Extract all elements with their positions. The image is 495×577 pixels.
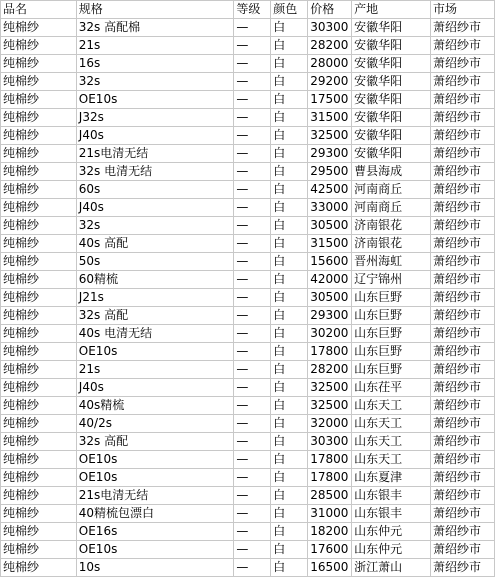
table-row bbox=[1, 19, 495, 37]
color-cell: 白 bbox=[271, 325, 308, 343]
table-row bbox=[1, 37, 495, 55]
color-cell: 白 bbox=[271, 451, 308, 469]
price-cell: 42000 bbox=[308, 271, 352, 289]
spec-cell: OE10s bbox=[76, 469, 234, 487]
grade-cell: — bbox=[234, 415, 271, 433]
origin-cell: 安徽华阳 bbox=[352, 19, 431, 37]
col-header-grade: 等级 bbox=[234, 1, 271, 19]
origin-cell: 辽宁锦州 bbox=[352, 271, 431, 289]
origin-cell: 山东天工 bbox=[352, 415, 431, 433]
table-row bbox=[1, 289, 495, 307]
market-cell: 萧绍纱市 bbox=[431, 271, 495, 289]
market-cell: 萧绍纱市 bbox=[431, 523, 495, 541]
origin-cell: 安徽华阳 bbox=[352, 109, 431, 127]
grade-cell: — bbox=[234, 361, 271, 379]
grade-cell: — bbox=[234, 127, 271, 145]
spec-cell: OE10s bbox=[76, 541, 234, 559]
color-cell: 白 bbox=[271, 307, 308, 325]
product-name-cell: 纯棉纱 bbox=[1, 469, 77, 487]
grade-cell: — bbox=[234, 91, 271, 109]
price-cell: 28500 bbox=[308, 487, 352, 505]
table-row bbox=[1, 379, 495, 397]
origin-cell: 河南商丘 bbox=[352, 199, 431, 217]
origin-cell: 山东夏津 bbox=[352, 469, 431, 487]
product-name-cell: 纯棉纱 bbox=[1, 451, 77, 469]
color-cell: 白 bbox=[271, 505, 308, 523]
table-row bbox=[1, 55, 495, 73]
price-cell: 17800 bbox=[308, 469, 352, 487]
market-cell: 萧绍纱市 bbox=[431, 145, 495, 163]
market-cell: 萧绍纱市 bbox=[431, 55, 495, 73]
origin-cell: 山东银丰 bbox=[352, 487, 431, 505]
price-cell: 31500 bbox=[308, 109, 352, 127]
color-cell: 白 bbox=[271, 145, 308, 163]
table-row bbox=[1, 163, 495, 181]
grade-cell: — bbox=[234, 487, 271, 505]
origin-cell: 山东巨野 bbox=[352, 307, 431, 325]
product-name-cell: 纯棉纱 bbox=[1, 145, 77, 163]
price-cell: 28200 bbox=[308, 37, 352, 55]
grade-cell: — bbox=[234, 469, 271, 487]
product-name-cell: 纯棉纱 bbox=[1, 55, 77, 73]
grade-cell: — bbox=[234, 433, 271, 451]
price-cell: 29200 bbox=[308, 73, 352, 91]
product-name-cell: 纯棉纱 bbox=[1, 415, 77, 433]
spec-cell: OE16s bbox=[76, 523, 234, 541]
table-row bbox=[1, 181, 495, 199]
product-name-cell: 纯棉纱 bbox=[1, 37, 77, 55]
spec-cell: 32s 电清无结 bbox=[76, 163, 234, 181]
price-cell: 17800 bbox=[308, 451, 352, 469]
origin-cell: 山东巨野 bbox=[352, 343, 431, 361]
product-name-cell: 纯棉纱 bbox=[1, 109, 77, 127]
grade-cell: — bbox=[234, 163, 271, 181]
product-name-cell: 纯棉纱 bbox=[1, 217, 77, 235]
color-cell: 白 bbox=[271, 415, 308, 433]
price-cell: 17600 bbox=[308, 541, 352, 559]
color-cell: 白 bbox=[271, 181, 308, 199]
market-cell: 萧绍纱市 bbox=[431, 127, 495, 145]
product-name-cell: 纯棉纱 bbox=[1, 307, 77, 325]
table-row bbox=[1, 559, 495, 577]
table-row bbox=[1, 469, 495, 487]
market-cell: 萧绍纱市 bbox=[431, 433, 495, 451]
market-cell: 萧绍纱市 bbox=[431, 379, 495, 397]
price-cell: 30300 bbox=[308, 19, 352, 37]
market-cell: 萧绍纱市 bbox=[431, 469, 495, 487]
price-cell: 32500 bbox=[308, 127, 352, 145]
table-row bbox=[1, 91, 495, 109]
color-cell: 白 bbox=[271, 37, 308, 55]
spec-cell: 40s精梳 bbox=[76, 397, 234, 415]
market-cell: 萧绍纱市 bbox=[431, 181, 495, 199]
table-row bbox=[1, 325, 495, 343]
product-name-cell: 纯棉纱 bbox=[1, 343, 77, 361]
origin-cell: 山东天工 bbox=[352, 433, 431, 451]
col-header-market: 市场 bbox=[431, 1, 495, 19]
color-cell: 白 bbox=[271, 55, 308, 73]
color-cell: 白 bbox=[271, 127, 308, 145]
col-header-color: 颜色 bbox=[271, 1, 308, 19]
spec-cell: 16s bbox=[76, 55, 234, 73]
spec-cell: OE10s bbox=[76, 451, 234, 469]
spec-cell: 40s 电清无结 bbox=[76, 325, 234, 343]
table-row bbox=[1, 343, 495, 361]
origin-cell: 济南银花 bbox=[352, 217, 431, 235]
origin-cell: 山东巨野 bbox=[352, 325, 431, 343]
grade-cell: — bbox=[234, 37, 271, 55]
grade-cell: — bbox=[234, 109, 271, 127]
spec-cell: 32s 高配棉 bbox=[76, 19, 234, 37]
origin-cell: 曹县海成 bbox=[352, 163, 431, 181]
spec-cell: OE10s bbox=[76, 91, 234, 109]
color-cell: 白 bbox=[271, 379, 308, 397]
origin-cell: 济南银花 bbox=[352, 235, 431, 253]
origin-cell: 晋州海虹 bbox=[352, 253, 431, 271]
grade-cell: — bbox=[234, 307, 271, 325]
color-cell: 白 bbox=[271, 253, 308, 271]
market-cell: 萧绍纱市 bbox=[431, 253, 495, 271]
product-name-cell: 纯棉纱 bbox=[1, 73, 77, 91]
grade-cell: — bbox=[234, 181, 271, 199]
col-header-name: 品名 bbox=[1, 1, 77, 19]
spec-cell: J40s bbox=[76, 127, 234, 145]
spec-cell: OE10s bbox=[76, 343, 234, 361]
table-row bbox=[1, 253, 495, 271]
origin-cell: 山东巨野 bbox=[352, 289, 431, 307]
grade-cell: — bbox=[234, 19, 271, 37]
market-cell: 萧绍纱市 bbox=[431, 37, 495, 55]
table-row bbox=[1, 271, 495, 289]
origin-cell: 山东天工 bbox=[352, 397, 431, 415]
col-header-origin: 产地 bbox=[352, 1, 431, 19]
grade-cell: — bbox=[234, 253, 271, 271]
header-row bbox=[1, 1, 495, 19]
origin-cell: 安徽华阳 bbox=[352, 37, 431, 55]
price-cell: 29300 bbox=[308, 145, 352, 163]
origin-cell: 山东仲元 bbox=[352, 523, 431, 541]
color-cell: 白 bbox=[271, 559, 308, 577]
grade-cell: — bbox=[234, 451, 271, 469]
origin-cell: 安徽华阳 bbox=[352, 73, 431, 91]
color-cell: 白 bbox=[271, 523, 308, 541]
market-cell: 萧绍纱市 bbox=[431, 487, 495, 505]
origin-cell: 安徽华阳 bbox=[352, 91, 431, 109]
color-cell: 白 bbox=[271, 91, 308, 109]
grade-cell: — bbox=[234, 505, 271, 523]
market-cell: 萧绍纱市 bbox=[431, 163, 495, 181]
spec-cell: 21s bbox=[76, 37, 234, 55]
price-cell: 30300 bbox=[308, 433, 352, 451]
color-cell: 白 bbox=[271, 433, 308, 451]
table-row bbox=[1, 451, 495, 469]
product-name-cell: 纯棉纱 bbox=[1, 325, 77, 343]
grade-cell: — bbox=[234, 271, 271, 289]
color-cell: 白 bbox=[271, 343, 308, 361]
grade-cell: — bbox=[234, 199, 271, 217]
grade-cell: — bbox=[234, 73, 271, 91]
price-cell: 15600 bbox=[308, 253, 352, 271]
product-name-cell: 纯棉纱 bbox=[1, 397, 77, 415]
spec-cell: 10s bbox=[76, 559, 234, 577]
market-cell: 萧绍纱市 bbox=[431, 415, 495, 433]
spec-cell: 32s 高配 bbox=[76, 433, 234, 451]
spec-cell: 60精梳 bbox=[76, 271, 234, 289]
color-cell: 白 bbox=[271, 19, 308, 37]
grade-cell: — bbox=[234, 145, 271, 163]
product-name-cell: 纯棉纱 bbox=[1, 559, 77, 577]
market-cell: 萧绍纱市 bbox=[431, 19, 495, 37]
grade-cell: — bbox=[234, 235, 271, 253]
market-cell: 萧绍纱市 bbox=[431, 91, 495, 109]
product-name-cell: 纯棉纱 bbox=[1, 289, 77, 307]
product-name-cell: 纯棉纱 bbox=[1, 541, 77, 559]
grade-cell: — bbox=[234, 379, 271, 397]
table-row bbox=[1, 127, 495, 145]
product-name-cell: 纯棉纱 bbox=[1, 271, 77, 289]
spec-cell: J21s bbox=[76, 289, 234, 307]
market-cell: 萧绍纱市 bbox=[431, 325, 495, 343]
table-row bbox=[1, 109, 495, 127]
color-cell: 白 bbox=[271, 397, 308, 415]
table-row bbox=[1, 397, 495, 415]
spec-cell: 32s bbox=[76, 217, 234, 235]
table-row bbox=[1, 199, 495, 217]
spec-cell: J40s bbox=[76, 379, 234, 397]
spec-cell: 32s bbox=[76, 73, 234, 91]
origin-cell: 安徽华阳 bbox=[352, 127, 431, 145]
price-cell: 30200 bbox=[308, 325, 352, 343]
spec-cell: 40精梳包漂白 bbox=[76, 505, 234, 523]
market-cell: 萧绍纱市 bbox=[431, 451, 495, 469]
product-name-cell: 纯棉纱 bbox=[1, 235, 77, 253]
spec-cell: 21s电清无结 bbox=[76, 145, 234, 163]
price-cell: 17500 bbox=[308, 91, 352, 109]
grade-cell: — bbox=[234, 559, 271, 577]
origin-cell: 山东巨野 bbox=[352, 361, 431, 379]
spec-cell: 21s电清无结 bbox=[76, 487, 234, 505]
price-cell: 32500 bbox=[308, 397, 352, 415]
spec-cell: J40s bbox=[76, 199, 234, 217]
price-cell: 18200 bbox=[308, 523, 352, 541]
origin-cell: 山东天工 bbox=[352, 451, 431, 469]
market-cell: 萧绍纱市 bbox=[431, 505, 495, 523]
color-cell: 白 bbox=[271, 235, 308, 253]
product-name-cell: 纯棉纱 bbox=[1, 163, 77, 181]
color-cell: 白 bbox=[271, 487, 308, 505]
product-name-cell: 纯棉纱 bbox=[1, 505, 77, 523]
spec-cell: 21s bbox=[76, 361, 234, 379]
spec-cell: J32s bbox=[76, 109, 234, 127]
grade-cell: — bbox=[234, 289, 271, 307]
color-cell: 白 bbox=[271, 271, 308, 289]
market-cell: 萧绍纱市 bbox=[431, 559, 495, 577]
color-cell: 白 bbox=[271, 163, 308, 181]
price-cell: 30500 bbox=[308, 217, 352, 235]
grade-cell: — bbox=[234, 343, 271, 361]
table-row bbox=[1, 145, 495, 163]
col-header-price: 价格 bbox=[308, 1, 352, 19]
product-name-cell: 纯棉纱 bbox=[1, 433, 77, 451]
market-cell: 萧绍纱市 bbox=[431, 73, 495, 91]
color-cell: 白 bbox=[271, 541, 308, 559]
grade-cell: — bbox=[234, 217, 271, 235]
price-cell: 29500 bbox=[308, 163, 352, 181]
product-name-cell: 纯棉纱 bbox=[1, 361, 77, 379]
price-cell: 32500 bbox=[308, 379, 352, 397]
table-row bbox=[1, 505, 495, 523]
market-cell: 萧绍纱市 bbox=[431, 217, 495, 235]
price-cell: 28000 bbox=[308, 55, 352, 73]
origin-cell: 安徽华阳 bbox=[352, 55, 431, 73]
table-row bbox=[1, 523, 495, 541]
color-cell: 白 bbox=[271, 109, 308, 127]
color-cell: 白 bbox=[271, 469, 308, 487]
price-cell: 28200 bbox=[308, 361, 352, 379]
grade-cell: — bbox=[234, 523, 271, 541]
origin-cell: 浙江萧山 bbox=[352, 559, 431, 577]
product-name-cell: 纯棉纱 bbox=[1, 181, 77, 199]
market-cell: 萧绍纱市 bbox=[431, 541, 495, 559]
color-cell: 白 bbox=[271, 289, 308, 307]
col-header-spec: 规格 bbox=[76, 1, 234, 19]
product-name-cell: 纯棉纱 bbox=[1, 487, 77, 505]
price-cell: 33000 bbox=[308, 199, 352, 217]
table-row bbox=[1, 415, 495, 433]
origin-cell: 山东银丰 bbox=[352, 505, 431, 523]
market-cell: 萧绍纱市 bbox=[431, 109, 495, 127]
market-cell: 萧绍纱市 bbox=[431, 343, 495, 361]
product-name-cell: 纯棉纱 bbox=[1, 199, 77, 217]
origin-cell: 河南商丘 bbox=[352, 181, 431, 199]
product-name-cell: 纯棉纱 bbox=[1, 127, 77, 145]
spec-cell: 40/2s bbox=[76, 415, 234, 433]
table-row bbox=[1, 487, 495, 505]
market-cell: 萧绍纱市 bbox=[431, 289, 495, 307]
color-cell: 白 bbox=[271, 217, 308, 235]
spec-cell: 50s bbox=[76, 253, 234, 271]
product-name-cell: 纯棉纱 bbox=[1, 91, 77, 109]
color-cell: 白 bbox=[271, 361, 308, 379]
spec-cell: 40s 高配 bbox=[76, 235, 234, 253]
market-cell: 萧绍纱市 bbox=[431, 397, 495, 415]
price-cell: 17800 bbox=[308, 343, 352, 361]
spec-cell: 60s bbox=[76, 181, 234, 199]
origin-cell: 山东仲元 bbox=[352, 541, 431, 559]
market-cell: 萧绍纱市 bbox=[431, 235, 495, 253]
grade-cell: — bbox=[234, 325, 271, 343]
origin-cell: 安徽华阳 bbox=[352, 145, 431, 163]
color-cell: 白 bbox=[271, 73, 308, 91]
product-name-cell: 纯棉纱 bbox=[1, 19, 77, 37]
price-cell: 16500 bbox=[308, 559, 352, 577]
market-cell: 萧绍纱市 bbox=[431, 307, 495, 325]
product-name-cell: 纯棉纱 bbox=[1, 379, 77, 397]
market-cell: 萧绍纱市 bbox=[431, 199, 495, 217]
price-cell: 31000 bbox=[308, 505, 352, 523]
spec-cell: 32s 高配 bbox=[76, 307, 234, 325]
grade-cell: — bbox=[234, 397, 271, 415]
price-cell: 32000 bbox=[308, 415, 352, 433]
price-cell: 42500 bbox=[308, 181, 352, 199]
grade-cell: — bbox=[234, 55, 271, 73]
product-name-cell: 纯棉纱 bbox=[1, 253, 77, 271]
table-row bbox=[1, 217, 495, 235]
price-cell: 30500 bbox=[308, 289, 352, 307]
table-row bbox=[1, 361, 495, 379]
table-row bbox=[1, 235, 495, 253]
table-row bbox=[1, 541, 495, 559]
table-row bbox=[1, 433, 495, 451]
table-row bbox=[1, 73, 495, 91]
grade-cell: — bbox=[234, 541, 271, 559]
market-cell: 萧绍纱市 bbox=[431, 361, 495, 379]
price-cell: 29300 bbox=[308, 307, 352, 325]
table-row bbox=[1, 307, 495, 325]
price-cell: 31500 bbox=[308, 235, 352, 253]
color-cell: 白 bbox=[271, 199, 308, 217]
product-name-cell: 纯棉纱 bbox=[1, 523, 77, 541]
origin-cell: 山东茌平 bbox=[352, 379, 431, 397]
